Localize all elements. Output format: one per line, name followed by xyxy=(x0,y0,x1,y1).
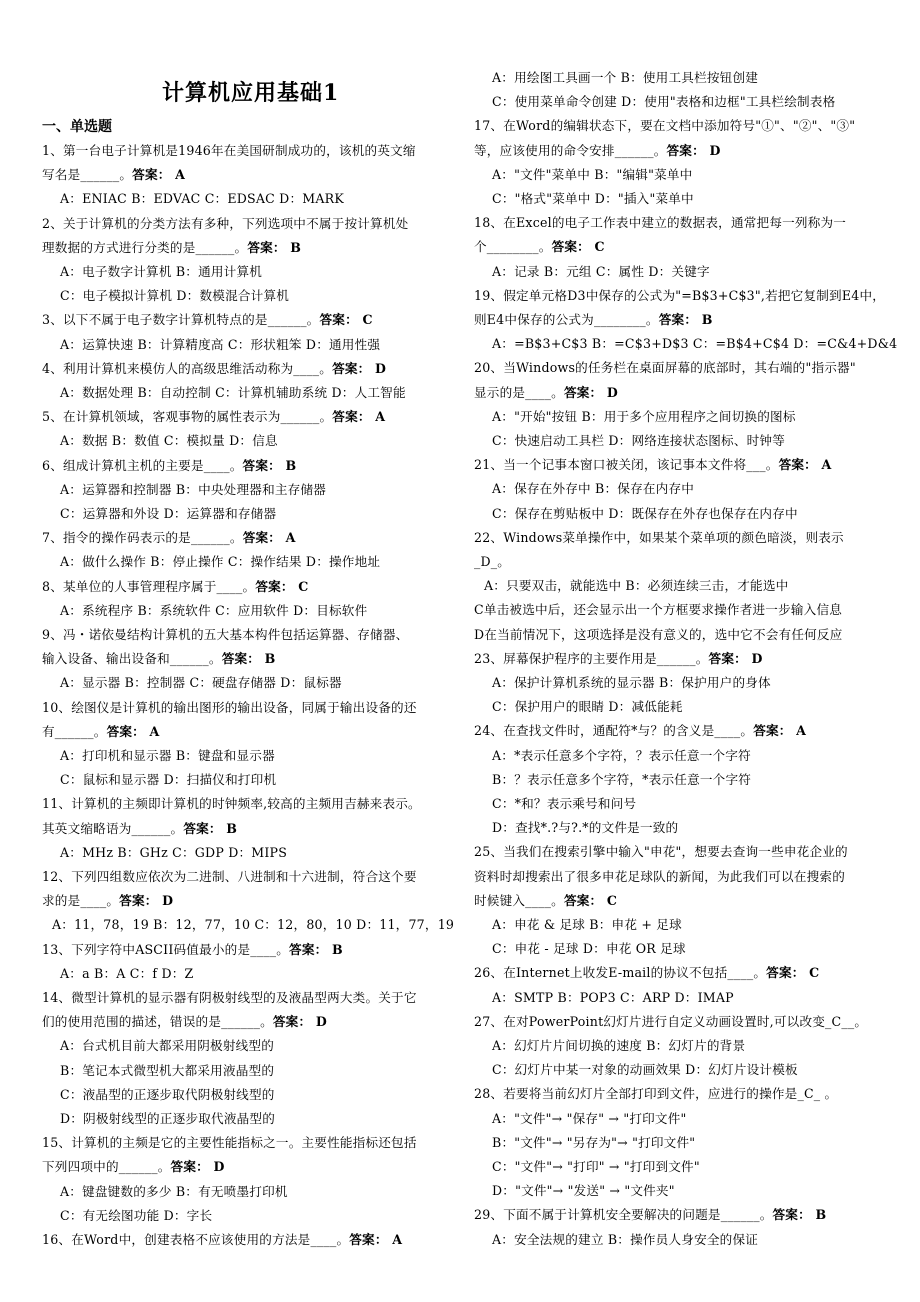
question-line xyxy=(474,598,842,622)
answer-label: 答案： D xyxy=(563,384,619,400)
question-line xyxy=(474,961,819,985)
line-text: A：数据 B：数值 C：模拟量 D：信息 xyxy=(60,433,278,449)
line-text: 11、计算机的主频即计算机的时钟频率,较高的主频用吉赫来表示。 xyxy=(42,796,421,812)
answer-label: 答案： D xyxy=(666,142,721,158)
line-text: C：运算器和外设 D：运算器和存储器 xyxy=(60,506,277,521)
option-line xyxy=(60,1059,274,1083)
answer-label: 答案： C xyxy=(551,239,605,255)
line-text: A：SMTP B：POP3 C：ARP D：IMAP xyxy=(492,989,734,1005)
question-line xyxy=(474,1203,826,1227)
line-text: C：液晶型的正逐步取代阴极射线型的 xyxy=(60,1086,275,1102)
line-text: 其英文缩略语为______。 xyxy=(42,820,184,836)
line-text: D：查找*.?与?.*的文件是一致的 xyxy=(492,820,679,836)
question-line xyxy=(42,575,309,599)
question-line xyxy=(42,526,296,550)
option-line xyxy=(492,1034,745,1058)
answer-label: 答案： D xyxy=(272,1014,327,1030)
question-line xyxy=(42,647,276,671)
line-text: A：电子数字计算机 B：通用计算机 xyxy=(60,264,263,279)
line-text: 20、当Windows的任务栏在桌面屏幕的底部时，其右端的"指示器" xyxy=(474,360,856,376)
line-text: A：*表示任意多个字符，？表示任意一个字符 xyxy=(492,747,751,763)
option-line xyxy=(60,550,380,574)
line-text: 29、下面不属于计算机安全要解决的问题是______。 xyxy=(474,1207,773,1223)
option-line xyxy=(60,744,275,768)
option-line xyxy=(60,478,326,502)
option-line xyxy=(492,937,686,961)
line-text: C：幻灯片中某一对象的动画效果 D：幻灯片设计模板 xyxy=(492,1062,798,1078)
line-text: 资料时却搜索出了很多申花足球队的新闻，为此我们可以在搜索的 xyxy=(474,868,846,884)
option-line xyxy=(492,792,636,816)
line-text: A：运算器和控制器 B：中央处理器和主存储器 xyxy=(60,481,327,497)
option-line xyxy=(492,1058,798,1082)
option-line xyxy=(492,477,694,501)
line-text: _D_。 xyxy=(474,554,511,569)
line-text: 个________。 xyxy=(474,239,552,255)
line-text: A：保护计算机系统的显示器 B：保护用户的身体 xyxy=(492,675,771,690)
answer-label: 答案： D xyxy=(119,893,174,909)
option-line xyxy=(60,768,276,792)
answer-label: 答案： D xyxy=(170,1159,225,1175)
question-line xyxy=(42,454,296,478)
line-text: C：保存在剪贴板中 D：既保存在外存也保存在内存中 xyxy=(492,505,798,521)
line-text: 则E4中保存的公式为________。 xyxy=(474,312,659,327)
line-text: 14、微型计算机的显示器有阴极射线型的及液晶型两大类。关于它 xyxy=(42,990,417,1005)
line-text: 16、在Word中，创建表格不应该使用的方法是____。 xyxy=(42,1232,350,1247)
line-text: 理数据的方式进行分类的是______。 xyxy=(42,239,248,255)
question-line xyxy=(474,550,510,574)
line-text: A：记录 B：元组 C：属性 D：关键字 xyxy=(492,263,710,279)
question-line xyxy=(42,212,408,236)
line-text: 24、在查找文件时，通配符*与？的含义是____。 xyxy=(474,723,754,739)
line-text: C：使用菜单命令创建 D：使用"表格和边框"工具栏绘制表格 xyxy=(492,94,836,110)
line-text: B：笔记本式微型机大都采用液晶型的 xyxy=(60,1062,275,1078)
line-text: 6、组成计算机主机的主要是____。 xyxy=(42,457,243,473)
question-line xyxy=(474,235,605,259)
line-text: 写名是______。 xyxy=(42,167,133,183)
question-line xyxy=(474,647,763,671)
line-text: C："格式"菜单中 D："插入"菜单中 xyxy=(492,191,694,206)
line-text: A：台式机目前大都采用阴极射线型的 xyxy=(60,1038,274,1054)
line-text: 显示的是____。 xyxy=(474,384,564,400)
line-text: 8、某单位的人事管理程序属于____。 xyxy=(42,578,256,594)
question-line xyxy=(474,284,885,308)
line-text: 3、以下不属于电子数字计算机特点的是______。 xyxy=(42,312,320,328)
answer-label: 答案： C xyxy=(563,892,618,908)
option-line xyxy=(492,405,796,429)
option-line xyxy=(60,1204,212,1228)
line-text: A：=B$3+C$3 B：=C$3+D$3 C：=B$4+C$4 D：=C&4+D&4 xyxy=(492,336,898,352)
line-text: B：？表示任意多个字符，*表示任意一个字符 xyxy=(492,771,752,787)
line-text: 12、下列四组数应依次为二进制、八进制和十六进制，符合这个要 xyxy=(42,869,417,884)
line-text: 9、冯・诺依曼结构计算机的五大基本构件包括运算器、存储器、 xyxy=(42,627,409,642)
line-text: A：幻灯片片间切换的速度 B：幻灯片的背景 xyxy=(492,1038,746,1053)
question-line xyxy=(42,139,416,163)
line-text: C：电子模拟计算机 D：数模混合计算机 xyxy=(60,288,290,304)
question-line xyxy=(42,1131,417,1155)
question-line xyxy=(474,356,856,380)
line-text: 13、下列字符中ASCII码值最小的是____。 xyxy=(42,941,290,957)
question-line xyxy=(42,938,343,962)
question-line xyxy=(42,817,237,841)
option-line xyxy=(492,66,758,90)
option-line xyxy=(492,671,771,695)
option-line xyxy=(60,260,262,284)
question-line xyxy=(474,211,846,235)
answer-label: 答案： B xyxy=(289,941,343,957)
line-text: A："开始"按钮 B：用于多个应用程序之间切换的图标 xyxy=(492,408,796,424)
question-line xyxy=(42,1228,402,1252)
answer-label: 答案： C xyxy=(766,965,820,981)
line-text: 有______。 xyxy=(42,723,107,739)
line-text: 10、绘图仪是计算机的输出图形的输出设备，同属于输出设备的还 xyxy=(42,699,417,715)
question-line xyxy=(42,986,417,1010)
question-line xyxy=(42,1155,225,1179)
line-text: A：数据处理 B：自动控制 C：计算机辅助系统 D：人工智能 xyxy=(60,385,406,400)
option-line xyxy=(492,187,694,211)
line-text: C："文件"→ "打印" → "打印到文件" xyxy=(492,1159,700,1174)
option-line xyxy=(60,502,276,526)
answer-label: 答案： A xyxy=(132,167,186,183)
option-line xyxy=(492,90,835,114)
question-line xyxy=(42,163,185,187)
answer-label: 答案： A xyxy=(332,409,386,425)
line-text: 22、Windows菜单操作中，如果某个菜单项的颜色暗淡，则表示 xyxy=(474,529,844,545)
option-line xyxy=(492,163,692,187)
question-line xyxy=(474,381,618,405)
question-line xyxy=(474,840,848,864)
line-text: A：安全法规的建立 B：操作员人身安全的保证 xyxy=(492,1231,759,1247)
line-text: 19、假定单元格D3中保存的公式为"=B$3+C$3",若把它复制到E4中， xyxy=(474,287,886,303)
line-text: A：申花 & 足球 B：申花 + 足球 xyxy=(492,917,682,932)
answer-label: 答案： D xyxy=(332,360,387,376)
question-line xyxy=(474,1010,867,1034)
line-text: 18、在Excel的电子工作表中建立的数据表，通常把每一列称为一 xyxy=(474,215,847,231)
option-line xyxy=(60,671,342,695)
option-line xyxy=(492,1131,695,1155)
answer-label: 答案： A xyxy=(106,723,160,739)
line-text: 28、若要将当前幻灯片全部打印到文件，应进行的操作是_C_ 。 xyxy=(474,1086,838,1102)
option-line xyxy=(492,744,751,768)
question-line xyxy=(42,792,421,816)
option-line xyxy=(492,913,682,937)
answer-label: 答案： B xyxy=(247,239,302,255)
line-text: B："文件"→ "另存为"→ "打印文件" xyxy=(492,1134,696,1150)
line-text: 27、在对PowerPoint幻灯片进行自定义动画设置时,可以改变_C__。 xyxy=(474,1013,868,1029)
line-text: A：用绘图工具画一个 B：使用工具栏按钮创建 xyxy=(492,70,759,85)
answer-label: 答案： A xyxy=(242,530,296,546)
line-text: 5、在计算机领域，客观事物的属性表示为______。 xyxy=(42,409,333,425)
answer-label: 答案： C xyxy=(255,578,309,594)
option-line xyxy=(60,333,380,357)
line-text: D：阴极射线型的正逐步取代液晶型的 xyxy=(60,1111,275,1126)
line-text: A：a B：A C：f D：Z xyxy=(60,965,194,981)
question-line xyxy=(42,720,160,744)
option-line xyxy=(492,1179,675,1203)
line-text: A：做什么操作 B：停止操作 C：操作结果 D：操作地址 xyxy=(60,554,381,570)
line-text: 25、当我们在搜索引擎中输入"申花"，想要去查询一些申花企业的 xyxy=(474,844,848,860)
line-text: 23、屏幕保护程序的主要作用是______。 xyxy=(474,650,709,666)
option-line xyxy=(60,429,278,453)
option-line xyxy=(492,429,785,453)
answer-label: 答案： B xyxy=(242,457,297,473)
question-line xyxy=(42,623,408,647)
line-text: A：11，78，19 B：12，77，10 C：12，80，10 D：11，77，19 xyxy=(52,917,455,933)
answer-label: 答案： B xyxy=(658,312,713,327)
option-line xyxy=(492,332,897,356)
option-line xyxy=(60,381,406,405)
option-line xyxy=(492,1107,687,1131)
line-text: A：系统程序 B：系统软件 C：应用软件 D：目标软件 xyxy=(60,602,368,618)
question-line xyxy=(42,696,417,720)
question-line xyxy=(42,405,385,429)
question-line xyxy=(474,1082,837,1106)
line-text: 输入设备、输出设备和______。 xyxy=(42,651,222,667)
line-text: C单击被选中后，还会显示出一个方框要求操作者进一步输入信息 xyxy=(474,602,843,618)
option-line xyxy=(60,1180,288,1204)
line-text: 15、计算机的主频是它的主要性能指标之一。主要性能指标还包括 xyxy=(42,1135,417,1151)
line-text: 们的使用范围的描述，错误的是______。 xyxy=(42,1014,273,1030)
answer-label: 答案： B xyxy=(772,1207,827,1223)
line-text: 17、在Word的编辑状态下，要在文档中添加符号"①"、"②"、"③" xyxy=(474,118,856,134)
answer-label: 答案： D xyxy=(708,650,763,666)
option-line xyxy=(484,574,788,598)
option-line xyxy=(492,1155,700,1179)
option-line xyxy=(492,986,734,1010)
line-text: D在当前情况下，这项选择是没有意义的，选中它不会有任何反应 xyxy=(474,626,843,642)
answer-label: 答案： C xyxy=(319,312,373,328)
option-line xyxy=(492,695,683,719)
line-text: A：运算快速 B：计算精度高 C：形状粗笨 D：通用性强 xyxy=(60,336,381,352)
line-text: 26、在Internet上收发E-mail的协议不包括____。 xyxy=(474,965,767,981)
option-line xyxy=(60,1034,274,1058)
option-line xyxy=(60,1083,275,1107)
option-line xyxy=(52,913,454,937)
line-text: 4、利用计算机来模仿人的高级思维活动称为____。 xyxy=(42,360,333,376)
line-text: 7、指令的操作码表示的是______。 xyxy=(42,530,243,546)
section-heading: 一、单选题 xyxy=(42,119,112,135)
question-line xyxy=(42,889,173,913)
line-text: 21、当一个记事本窗口被关闭，该记事本文件将___。 xyxy=(474,457,779,473)
option-line xyxy=(60,1107,275,1131)
line-text: C：申花 - 足球 D：申花 OR 足球 xyxy=(492,941,686,957)
option-line xyxy=(60,599,367,623)
line-text: C：快速启动工具栏 D：网络连接状态图标、时钟等 xyxy=(492,433,786,448)
option-line xyxy=(492,816,678,840)
line-text: C：有无绘图功能 D：字长 xyxy=(60,1207,213,1223)
answer-label: 答案： B xyxy=(221,651,276,667)
question-line xyxy=(42,236,301,260)
line-text: A："文件"菜单中 B："编辑"菜单中 xyxy=(492,166,693,182)
question-line xyxy=(474,889,617,913)
question-line xyxy=(474,526,844,550)
line-text: A：键盘键数的多少 B：有无喷墨打印机 xyxy=(60,1183,288,1199)
question-line xyxy=(42,865,417,889)
question-line xyxy=(474,114,855,138)
line-text: 2、关于计算机的分类方法有多种，下列选项中不属于按计算机处 xyxy=(42,215,409,231)
line-text: A：保存在外存中 B：保存在内存中 xyxy=(492,481,695,497)
option-line xyxy=(492,502,798,526)
question-line xyxy=(42,308,373,332)
line-text: A："文件"→ "保存" → "打印文件" xyxy=(492,1110,687,1126)
question-line xyxy=(474,308,713,332)
question-line xyxy=(474,139,721,163)
option-line xyxy=(492,260,710,284)
line-text: A：MHz B：GHz C：GDP D：MIPS xyxy=(60,844,288,860)
answer-label: 答案： B xyxy=(183,820,238,836)
line-text: C：保护用户的眼睛 D：减低能耗 xyxy=(492,699,683,715)
line-text: 等，应该使用的命令安排______。 xyxy=(474,142,667,158)
answer-label: 答案： A xyxy=(753,723,807,739)
question-line xyxy=(474,719,806,743)
document-title: 计算机应用基础1 xyxy=(162,80,340,106)
line-text: C：鼠标和显示器 D：扫描仪和打印机 xyxy=(60,772,277,788)
answer-label: 答案： A xyxy=(349,1232,403,1247)
option-line xyxy=(60,187,344,211)
answer-label: 答案： A xyxy=(778,457,832,473)
option-line xyxy=(492,1228,758,1252)
line-text: 求的是____。 xyxy=(42,893,120,909)
question-line xyxy=(42,357,386,381)
option-line xyxy=(492,768,751,792)
line-text: D："文件"→ "发送" → "文件夹" xyxy=(492,1183,675,1199)
question-line xyxy=(474,865,845,889)
question-line xyxy=(42,1010,327,1034)
line-text: A：打印机和显示器 B：键盘和显示器 xyxy=(60,748,275,763)
line-text: C：*和？表示乘号和问号 xyxy=(492,796,637,811)
option-line xyxy=(60,962,193,986)
question-line xyxy=(474,623,843,647)
question-line xyxy=(474,453,832,477)
line-text: 1、第一台电子计算机是1946年在美国研制成功的，该机的英文缩 xyxy=(42,143,416,158)
option-line xyxy=(60,841,287,865)
line-text: A：显示器 B：控制器 C：硬盘存储器 D：鼠标器 xyxy=(60,675,342,691)
line-text: A：ENIAC B：EDVAC C：EDSAC D：MARK xyxy=(60,191,344,207)
line-text: A：只要双击，就能选中 B：必须连续三击，才能选中 xyxy=(484,578,789,594)
line-text: 下列四项中的______。 xyxy=(42,1159,171,1175)
line-text: 时候键入____。 xyxy=(474,892,564,908)
option-line xyxy=(60,284,289,308)
